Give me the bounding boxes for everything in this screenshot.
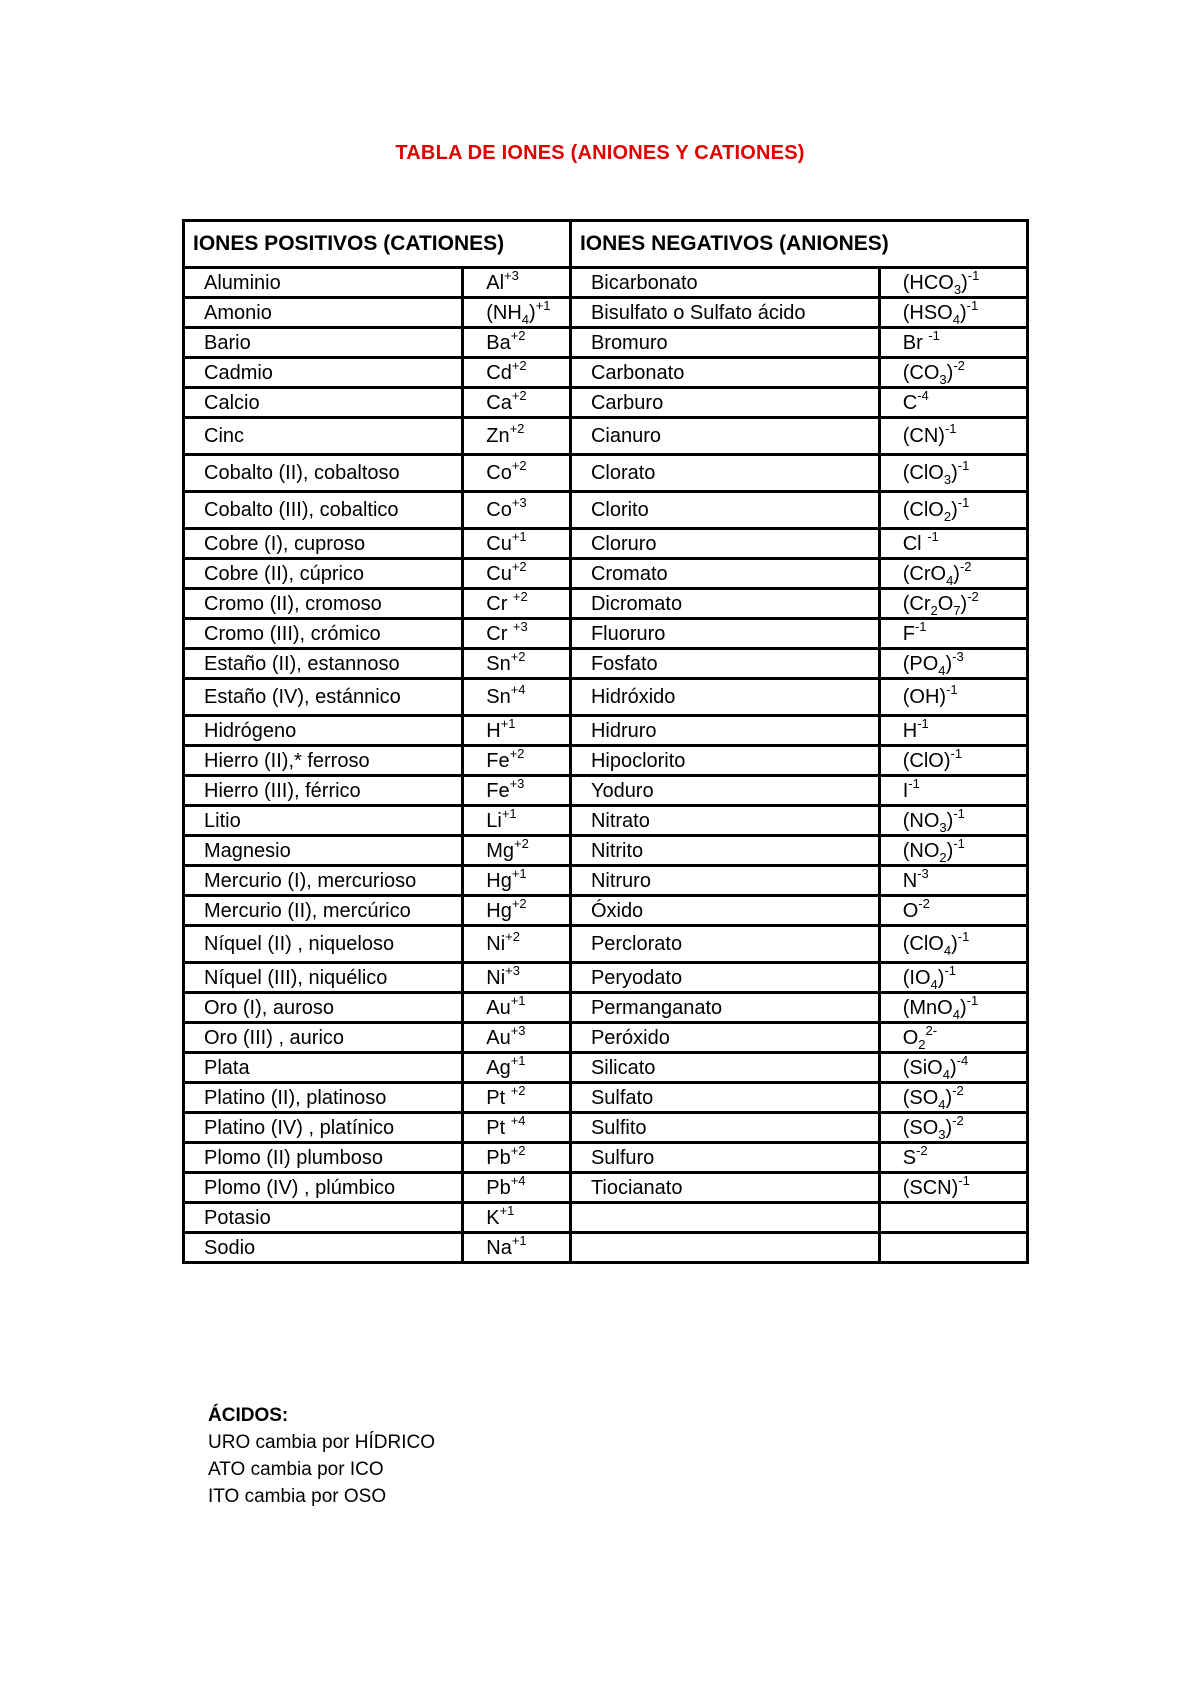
cation-formula: $Li^{+1}$ bbox=[463, 806, 571, 836]
cation-name: Litio bbox=[184, 806, 463, 836]
anion-formula: $N^{-3}$ bbox=[879, 866, 1027, 896]
table-row bbox=[184, 529, 1028, 559]
cation-formula: $Cu^{+1}$ bbox=[463, 529, 571, 559]
table-row bbox=[184, 776, 1028, 806]
anion-name: Sulfuro bbox=[570, 1143, 879, 1173]
cation-name: Cadmio bbox=[184, 358, 463, 388]
cation-name: Plata bbox=[184, 1053, 463, 1083]
anion-name: Hidróxido bbox=[570, 679, 879, 716]
cation-formula: $Ba^{+2}$ bbox=[463, 328, 571, 358]
anion-name: Nitrato bbox=[570, 806, 879, 836]
cation-formula: $K^{+1}$ bbox=[463, 1203, 571, 1233]
table-row bbox=[184, 559, 1028, 589]
cation-formula: $Ag^{+1}$ bbox=[463, 1053, 571, 1083]
anion-name: Hidruro bbox=[570, 716, 879, 746]
anion-formula: $(ClO_2)^{-1}$ bbox=[879, 492, 1027, 529]
cation-formula: Pt $^{+2}$ bbox=[463, 1083, 571, 1113]
table-row bbox=[184, 1113, 1028, 1143]
anion-formula: (SCN)$^{-1}$ bbox=[879, 1173, 1027, 1203]
table-row bbox=[184, 1203, 1028, 1233]
anion-formula: (CN)$^{-1}$ bbox=[879, 418, 1027, 455]
anion-name: Cianuro bbox=[570, 418, 879, 455]
cation-formula: Cr $^{+2}$ bbox=[463, 589, 571, 619]
anion-name: Fosfato bbox=[570, 649, 879, 679]
table-row bbox=[184, 492, 1028, 529]
cation-name: Hidrógeno bbox=[184, 716, 463, 746]
anion-formula bbox=[879, 1233, 1027, 1263]
anion-name: Cloruro bbox=[570, 529, 879, 559]
table-row bbox=[184, 806, 1028, 836]
table-row bbox=[184, 649, 1028, 679]
anion-name: Perclorato bbox=[570, 926, 879, 963]
cation-name: Cobre (I), cuproso bbox=[184, 529, 463, 559]
anion-formula: $(Cr_2O_7)^{-2}$ bbox=[879, 589, 1027, 619]
table-row bbox=[184, 1233, 1028, 1263]
table-row bbox=[184, 418, 1028, 455]
table-row bbox=[184, 328, 1028, 358]
table-row bbox=[184, 836, 1028, 866]
anion-formula: $(ClO_3)^{-1}$ bbox=[879, 455, 1027, 492]
ions-table bbox=[182, 219, 1029, 1264]
cation-name: Magnesio bbox=[184, 836, 463, 866]
anion-name: Peryodato bbox=[570, 963, 879, 993]
table-row bbox=[184, 1143, 1028, 1173]
anion-formula bbox=[879, 1203, 1027, 1233]
cation-formula: $Sn^{+2}$ bbox=[463, 649, 571, 679]
cation-formula: $Hg^{+1}$ bbox=[463, 866, 571, 896]
table-row bbox=[184, 716, 1028, 746]
cation-formula: $H^{+1}$ bbox=[463, 716, 571, 746]
anion-name: Clorito bbox=[570, 492, 879, 529]
anion-name: Óxido bbox=[570, 896, 879, 926]
anion-name: Peróxido bbox=[570, 1023, 879, 1053]
anion-formula: $(IO_4)^{-1}$ bbox=[879, 963, 1027, 993]
acids-rule-line: ITO cambia por OSO bbox=[208, 1486, 387, 1507]
anion-formula: $(SO_4)^{-2}$ bbox=[879, 1083, 1027, 1113]
acids-heading: ÁCIDOS: bbox=[208, 1405, 289, 1426]
anion-formula: $(SiO_4)^{-4}$ bbox=[879, 1053, 1027, 1083]
anion-name: Nitrito bbox=[570, 836, 879, 866]
anion-name: Bicarbonato bbox=[570, 268, 879, 298]
anion-name: Bisulfato o Sulfato ácido bbox=[570, 298, 879, 328]
cation-formula: $Fe^{+2}$ bbox=[463, 746, 571, 776]
cation-formula: $Pb^{+2}$ bbox=[463, 1143, 571, 1173]
cation-name: Cromo (II), cromoso bbox=[184, 589, 463, 619]
cation-name: Cobalto (II), cobaltoso bbox=[184, 455, 463, 492]
cation-name: Oro (I), auroso bbox=[184, 993, 463, 1023]
table-row bbox=[184, 1083, 1028, 1113]
anion-formula: $H^{-1}$ bbox=[879, 716, 1027, 746]
anion-formula: $I^{-1}$ bbox=[879, 776, 1027, 806]
table-row bbox=[184, 896, 1028, 926]
table-row bbox=[184, 746, 1028, 776]
anion-name: Tiocianato bbox=[570, 1173, 879, 1203]
cation-formula: Cr $^{+3}$ bbox=[463, 619, 571, 649]
cation-formula: $Zn^{+2}$ bbox=[463, 418, 571, 455]
cation-formula: $Sn^{+4}$ bbox=[463, 679, 571, 716]
anion-name: Cromato bbox=[570, 559, 879, 589]
cation-formula: Pt $^{+4}$ bbox=[463, 1113, 571, 1143]
anion-name: Bromuro bbox=[570, 328, 879, 358]
cation-formula: $Ni^{+3}$ bbox=[463, 963, 571, 993]
cation-name: Amonio bbox=[184, 298, 463, 328]
cation-name: Calcio bbox=[184, 388, 463, 418]
table-row bbox=[184, 679, 1028, 716]
cation-name: Cobalto (III), cobaltico bbox=[184, 492, 463, 529]
table-row bbox=[184, 926, 1028, 963]
anion-formula: $(MnO_4)^{-1}$ bbox=[879, 993, 1027, 1023]
anion-formula: Cl $^{-1}$ bbox=[879, 529, 1027, 559]
cation-formula: $Mg^{+2}$ bbox=[463, 836, 571, 866]
cation-formula: $Co^{+2}$ bbox=[463, 455, 571, 492]
cation-name: Estaño (II), estannoso bbox=[184, 649, 463, 679]
cation-formula: $Ni^{+2}$ bbox=[463, 926, 571, 963]
anion-formula: $(SO_3)^{-2}$ bbox=[879, 1113, 1027, 1143]
anion-formula: $(HSO_4)^{-1}$ bbox=[879, 298, 1027, 328]
cation-formula: $Co^{+3}$ bbox=[463, 492, 571, 529]
table-row bbox=[184, 963, 1028, 993]
anion-formula: $F^{-1}$ bbox=[879, 619, 1027, 649]
cation-name: Sodio bbox=[184, 1233, 463, 1263]
page-title: TABLA DE IONES (ANIONES Y CATIONES) bbox=[395, 142, 805, 164]
anion-formula: $(NO_3)^{-1}$ bbox=[879, 806, 1027, 836]
anion-formula: $O_2^{2-}$ bbox=[879, 1023, 1027, 1053]
anion-formula: $(CrO_4)^{-2}$ bbox=[879, 559, 1027, 589]
anion-name: Hipoclorito bbox=[570, 746, 879, 776]
table-row bbox=[184, 268, 1028, 298]
table-row bbox=[184, 1173, 1028, 1203]
cation-name: Plomo (II) plumboso bbox=[184, 1143, 463, 1173]
cation-name: Níquel (III), niquélico bbox=[184, 963, 463, 993]
cation-name: Platino (IV) , platínico bbox=[184, 1113, 463, 1143]
cation-formula: $Au^{+1}$ bbox=[463, 993, 571, 1023]
table-row bbox=[184, 298, 1028, 328]
cation-formula: $Au^{+3}$ bbox=[463, 1023, 571, 1053]
anion-name: Dicromato bbox=[570, 589, 879, 619]
anion-name bbox=[570, 1203, 879, 1233]
table-row bbox=[184, 866, 1028, 896]
acids-rule-line: ATO cambia por ICO bbox=[208, 1459, 384, 1480]
anion-name: Sulfato bbox=[570, 1083, 879, 1113]
cation-name: Hierro (II),* ferroso bbox=[184, 746, 463, 776]
anion-formula: $C^{-4}$ bbox=[879, 388, 1027, 418]
table-row bbox=[184, 358, 1028, 388]
cation-name: Potasio bbox=[184, 1203, 463, 1233]
table-row bbox=[184, 455, 1028, 492]
anion-name: Nitruro bbox=[570, 866, 879, 896]
anion-formula: $(NO_2)^{-1}$ bbox=[879, 836, 1027, 866]
cation-formula: $Cd^{+2}$ bbox=[463, 358, 571, 388]
cations-header: IONES POSITIVOS (CATIONES) bbox=[184, 221, 571, 268]
table-header-row bbox=[184, 221, 1028, 268]
anion-name: Yoduro bbox=[570, 776, 879, 806]
cation-formula: $Cu^{+2}$ bbox=[463, 559, 571, 589]
anion-formula: $(CO_3)^{-2}$ bbox=[879, 358, 1027, 388]
anion-name: Permanganato bbox=[570, 993, 879, 1023]
cation-name: Plomo (IV) , plúmbico bbox=[184, 1173, 463, 1203]
cation-name: Níquel (II) , niqueloso bbox=[184, 926, 463, 963]
cation-formula: $Na^{+1}$ bbox=[463, 1233, 571, 1263]
anion-name: Clorato bbox=[570, 455, 879, 492]
anion-name: Carburo bbox=[570, 388, 879, 418]
cation-name: Bario bbox=[184, 328, 463, 358]
anion-name: Sulfito bbox=[570, 1113, 879, 1143]
cation-name: Mercurio (I), mercurioso bbox=[184, 866, 463, 896]
table-row bbox=[184, 1023, 1028, 1053]
cation-formula: $Hg^{+2}$ bbox=[463, 896, 571, 926]
table-row bbox=[184, 1053, 1028, 1083]
table-row bbox=[184, 619, 1028, 649]
anion-formula: (ClO)$^{-1}$ bbox=[879, 746, 1027, 776]
cation-name: Cobre (II), cúprico bbox=[184, 559, 463, 589]
cation-name: Estaño (IV), estánnico bbox=[184, 679, 463, 716]
table-row bbox=[184, 993, 1028, 1023]
cation-formula: $(NH_4)^{+1}$ bbox=[463, 298, 571, 328]
anions-header: IONES NEGATIVOS (ANIONES) bbox=[570, 221, 1027, 268]
anion-formula: (OH)$^{-1}$ bbox=[879, 679, 1027, 716]
cation-name: Aluminio bbox=[184, 268, 463, 298]
cation-name: Cinc bbox=[184, 418, 463, 455]
table-row bbox=[184, 589, 1028, 619]
table-row bbox=[184, 388, 1028, 418]
acids-rule-line: URO cambia por HÍDRICO bbox=[208, 1432, 435, 1453]
anion-name: Carbonato bbox=[570, 358, 879, 388]
cation-name: Cromo (III), crómico bbox=[184, 619, 463, 649]
anion-formula: $(ClO_4)^{-1}$ bbox=[879, 926, 1027, 963]
anion-name: Silicato bbox=[570, 1053, 879, 1083]
anion-formula: $O^{-2}$ bbox=[879, 896, 1027, 926]
cation-formula: $Ca^{+2}$ bbox=[463, 388, 571, 418]
cation-formula: $Pb^{+4}$ bbox=[463, 1173, 571, 1203]
anion-name: Fluoruro bbox=[570, 619, 879, 649]
anion-formula: $(PO_4)^{-3}$ bbox=[879, 649, 1027, 679]
acids-notes bbox=[208, 1402, 435, 1510]
cation-name: Platino (II), platinoso bbox=[184, 1083, 463, 1113]
cation-name: Oro (III) , aurico bbox=[184, 1023, 463, 1053]
anion-formula: $(HCO_3)^{-1}$ bbox=[879, 268, 1027, 298]
anion-formula: Br $^{-1}$ bbox=[879, 328, 1027, 358]
cation-name: Mercurio (II), mercúrico bbox=[184, 896, 463, 926]
cation-formula: $Al^{+3}$ bbox=[463, 268, 571, 298]
cation-name: Hierro (III), férrico bbox=[184, 776, 463, 806]
anion-name bbox=[570, 1233, 879, 1263]
anion-formula: $S^{-2}$ bbox=[879, 1143, 1027, 1173]
cation-formula: $Fe^{+3}$ bbox=[463, 776, 571, 806]
